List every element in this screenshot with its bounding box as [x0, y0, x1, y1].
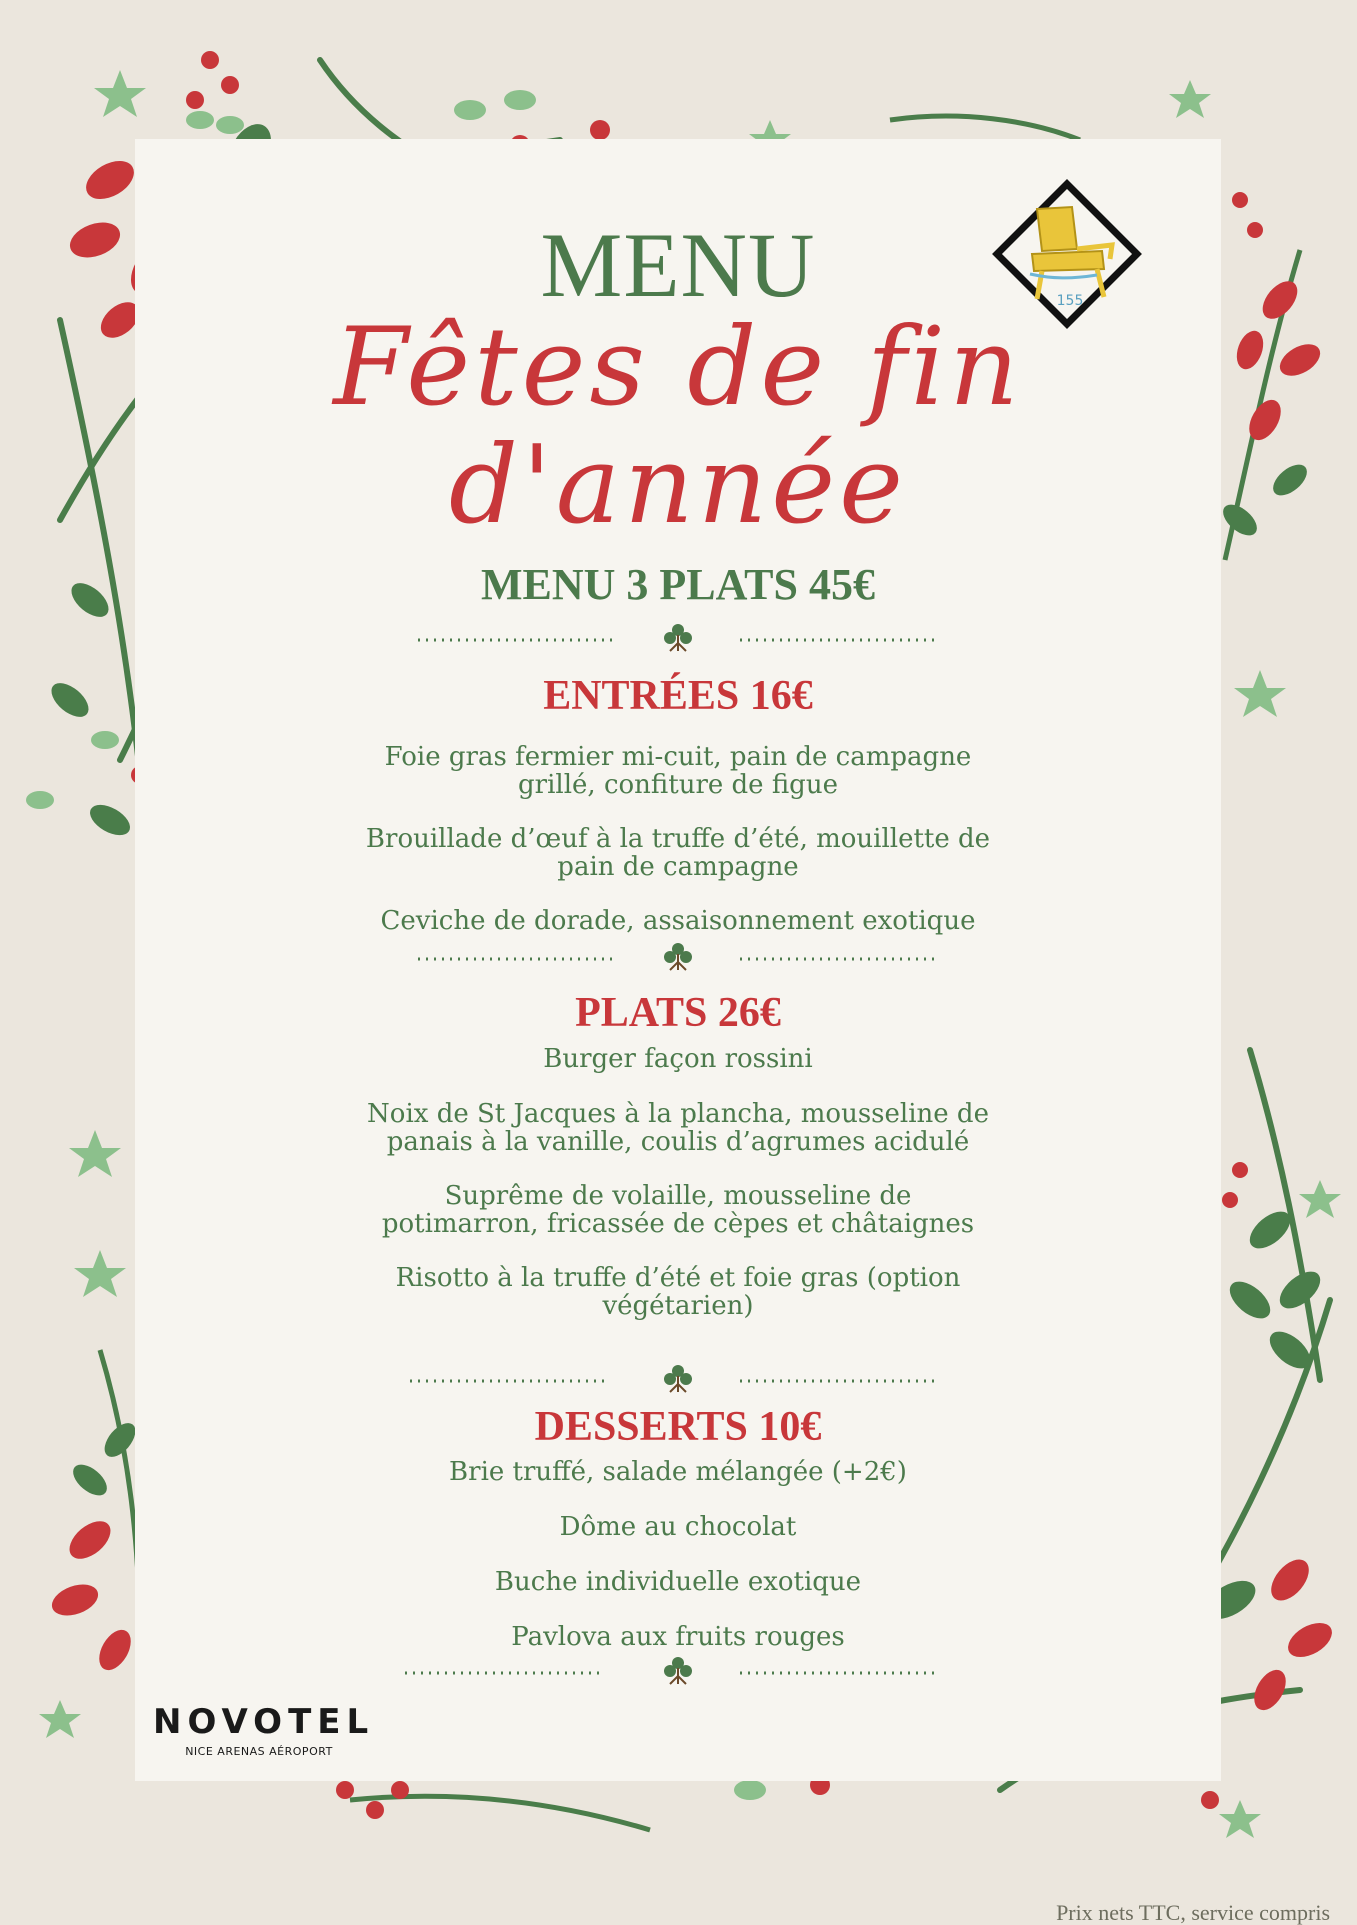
menu-item: Ceviche de dorade, assaisonnement exotique: [380, 906, 976, 936]
sprig-icon: [664, 624, 692, 651]
sprig-icon: [664, 1365, 692, 1392]
section-title-entrees: ENTRÉES 16€: [543, 673, 813, 719]
menu-item: Foie gras fermier mi-cuit, pain de campagne grillé, confiture de figue: [384, 742, 972, 800]
menu-item: Risotto à la truffe d’été et foie gras (option végétarien): [395, 1263, 961, 1321]
novotel-logo: [153, 1702, 375, 1758]
sprig-icon: [664, 1657, 692, 1684]
ornament-divider: [135, 1364, 1221, 1394]
menu-item: Buche individuelle exotique: [494, 1567, 862, 1597]
menu-title: MENU: [540, 214, 816, 316]
ornament-divider: [135, 1656, 1221, 1686]
menu-item: Dôme au chocolat: [559, 1512, 797, 1542]
script-line-2: d'année: [448, 423, 908, 548]
menu-item: Burger façon rossini: [543, 1044, 813, 1074]
menu-item: Pavlova aux fruits rouges: [511, 1622, 845, 1652]
brand-location: NICE ARENAS AÉROPORT: [185, 1745, 333, 1758]
section-title-plats: PLATS 26€: [575, 990, 781, 1036]
badge-number: 155: [1056, 293, 1084, 309]
ornament-divider: [135, 942, 1221, 972]
menu-price-subtitle: MENU 3 PLATS 45€: [481, 560, 875, 609]
menu-script-title: [135, 305, 1221, 548]
ornament-divider: [135, 623, 1221, 653]
menu-item: Brouillade d’œuf à la truffe d’été, mouillette de pain de campagne: [365, 824, 991, 882]
sprig-icon: [664, 943, 692, 970]
menu-item: Suprême de volaille, mousseline de potimarron, fricassée de cèpes et châtaignes: [381, 1181, 975, 1239]
menu-item: Noix de St Jacques à la plancha, mousseline de panais à la vanille, coulis d’agrumes acidulé: [367, 1099, 989, 1157]
price-note: Prix nets TTC, service compris: [1056, 1900, 1330, 1925]
menu-item: Brie truffé, salade mélangée (+2€): [449, 1457, 907, 1487]
section-title-desserts: DESSERTS 10€: [534, 1404, 822, 1450]
script-line-1: Fêtes de fin: [333, 305, 1023, 430]
menu-card: [135, 139, 1221, 1781]
brand-name: NOVOTEL: [153, 1702, 375, 1742]
